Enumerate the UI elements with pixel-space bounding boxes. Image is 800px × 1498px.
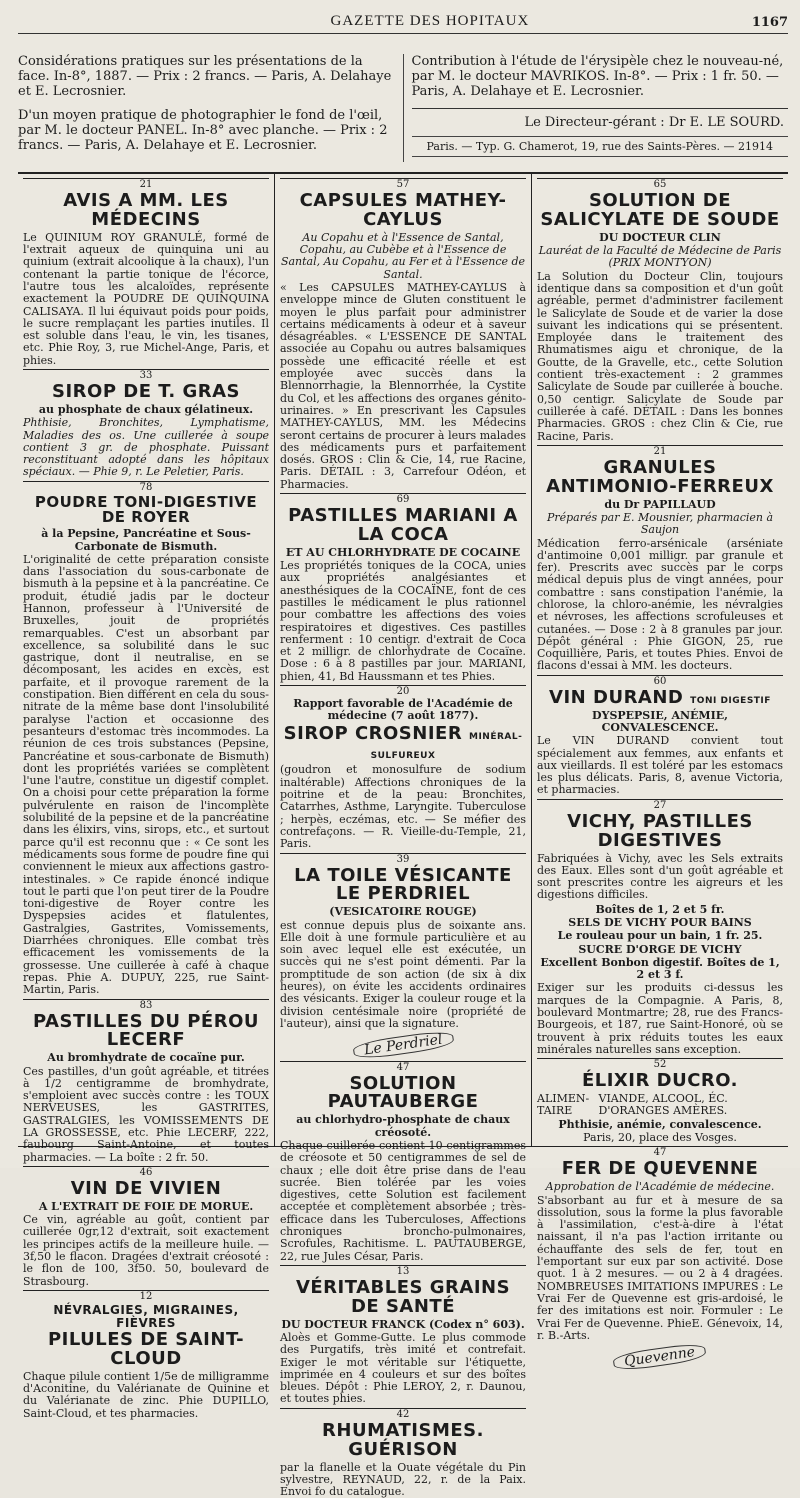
- ad-text: Chaque pilule contient 1/5e de milligramme d'Aconitine, du Valérianate de Quinine et du Valérianate de zinc. Phie DUPILLO, Saint-Cloud, et tes pharmacies.: [23, 1369, 269, 1420]
- ad-subtitle: au phosphate de chaux gélatineux.: [38, 402, 254, 416]
- ad-number: 13: [280, 1265, 526, 1277]
- ad-title: VIN DE VIVIEN: [70, 1177, 222, 1199]
- signature: Quevenne: [613, 1342, 708, 1373]
- ad-title: AVIS A MM. LES MÉDECINS: [63, 190, 229, 230]
- bibliography-section: [18, 54, 788, 162]
- ad-text: La Solution du Docteur Clin, toujours identique dans sa composition et d'un goût agréable, permet d'administrer facilement le Salicylate de Soude et de varier la dose suivant les indications qui se présentent. Employée dans le traitement des Rhumatismes aigu et chronique, de la Goutte, de la Gravelle, etc., cette Solution contient très-exactement : 2 grammes Salicylate de Soude par cuillerée à bouche. 0,50 centigr. Salicylate de Soude par cuillerée à café. DÉTAIL : Dans les bonnes Pharmacies. GROS : chez Clin & Cie, rue Racine, Paris.: [537, 269, 783, 443]
- divider: [412, 108, 789, 109]
- ad-prices: Boîtes de 1, 2 et 5 fr.: [595, 902, 725, 916]
- ad-title: VÉRITABLES GRAINS DE SANTÉ: [295, 1276, 511, 1317]
- ad-subtitle: DU DOCTEUR CLIN: [599, 230, 721, 244]
- ad-title: PASTILLES MARIANI A LA COCA: [288, 505, 518, 545]
- bibliography-right: [403, 54, 789, 162]
- ad-title: [537, 1072, 783, 1091]
- ad-subtitle: DYSPEPSIE, ANÉMIE, CONVALESCENCE.: [592, 708, 728, 734]
- ad-text: Aloès et Gomme-Gutte. Le plus commode des Purgatifs, très imité et contrefait. Exiger le mot véritable sur l'étiquette, imprimée en 4 couleurs et sur des boîtes bleues. Dépôt : Phie LEROY, 2, r. Daunou, et toutes phies.: [280, 1330, 526, 1406]
- ad-title: NÉVRALGIES, MIGRAINES, FIÈVRES: [53, 1302, 239, 1330]
- ad-title-main: VIN DURAND: [549, 686, 684, 708]
- page-title: GAZETTE DES HOPITAUX: [330, 13, 530, 29]
- page-number: 1167: [751, 15, 788, 30]
- ad-heading: Rapport favorable de l'Académie de médecine (7 août 1877).: [293, 697, 513, 723]
- ad-number: 83: [23, 999, 269, 1011]
- ad-subtitle: SUCRE D'ORGE DE VICHY: [578, 942, 742, 956]
- ad-number: 21: [23, 178, 269, 190]
- ad-text: (goudron et monosulfure de sodium inaltérable) Affections chroniques de la poitrine et de la peau: Bronchites, Catarrhes, Asthme, Laryngite. Tuberculose ; herpès, eczémas, etc. — Se méfier des contrefaçons. — R. Vieille-du-Temple, 21, Paris.: [280, 763, 526, 851]
- director-line: Le Directeur-gérant : Dr E. LE SOURD.: [524, 115, 784, 130]
- ad-subtitle: (VESICATOIRE ROUGE): [329, 905, 477, 919]
- ad-text: Les propriétés toniques de la COCA, unies aux propriétés analgésiantes et anesthésiques de la COCAÏNE, font de ces pastilles le médicament le plus rationnel pour combattre les affections des voies respiratoires et digestives. Ces pastilles renferment : 10 centigr. d'extrait de Coca et 2 milligr. de chlorhydrate de Cocaïne. Dose : 6 à 8 pastilles par jour. MARIANI, phien, 41, Bd Haussmann et tes Phies.: [280, 559, 526, 683]
- ad-address: Paris, 20, place des Vosges.: [583, 1131, 737, 1145]
- ad-title: PILULES DE SAINT-CLOUD: [47, 1329, 245, 1369]
- ad-number: 60: [537, 675, 783, 687]
- ad-title-smalls: [537, 1093, 783, 1118]
- ad-number: 39: [280, 853, 526, 865]
- printer-imprint: Paris. — Typ. G. Chamerot, 19, rue des Saints-Pères. — 21914: [412, 136, 789, 157]
- bibliography-entry: Considérations pratiques sur les présentations de la face. In-8°, 1887. — Prix : 2 francs. — Paris, A. Delahaye et E. Lecrosnier.: [18, 54, 392, 99]
- ad-subtitle: Préparés par E. Mousnier, pharmacien à Saujon: [546, 510, 774, 537]
- ad-column-3: [531, 174, 788, 1370]
- ad-subtitle: Phthisie, anémie, convalescence.: [558, 1117, 762, 1131]
- ad-column-2: [274, 174, 531, 1498]
- ad-number: 65: [537, 178, 783, 190]
- ad-title: FER DE QUEVENNE: [561, 1158, 759, 1180]
- ad-title-small: MINÉRAL-SULFUREUX: [370, 731, 523, 761]
- ad-title: RHUMATISMES. GUÉRISON: [322, 1419, 484, 1460]
- ad-subtitle: Au Copahu et à l'Essence de Santal, Copahu, au Cubèbe et à l'Essence de Santal, Au Copahu, au Fer et à l'Essence de Santal.: [280, 230, 526, 281]
- ad-number: 12: [23, 1290, 269, 1302]
- ad-prices: Excellent Bonbon digestif. Boîtes de 1, 2 et 3 f.: [540, 955, 780, 982]
- ad-text: Médication ferro-arsénicale (arséniate d'antimoine 0,001 milligr. par granule et fer). Prescrits avec succès par le corps médical depuis plus de vingt années, pour combattre : sans constipation l'anémie, la chlorose, la chloro-anémie, les névralgies et névroses, les affections scrofuleuses et cutanées. — Dose : 2 à 8 granules par jour. Dépôt général : Phie GIGON, 25, rue Coquillière, Paris, et toutes Phies. Envoi de flacons d'essai à MM. les docteurs.: [537, 536, 783, 673]
- ad-number: 47: [280, 1061, 526, 1073]
- advertisements: [18, 172, 788, 1498]
- ad-subtitle: A L'EXTRAIT DE FOIE DE MORUE.: [38, 1199, 254, 1213]
- ad-number: 57: [280, 178, 526, 190]
- ad-title: POUDRE TONI-DIGESTIVE DE ROYER: [34, 492, 258, 527]
- ad-number: 42: [280, 1408, 526, 1420]
- ad-text: Phthisie, Bronchites, Lymphatisme, Maladies des os. Une cuillerée à soupe contient 3 gr. de phosphate. Puissant reconstituant adopté dans les hôpitaux spéciaux. — Phie 9, r. Le Peletier, Paris.: [23, 416, 269, 479]
- ad-title-small: ALIMEN-TAIRE: [537, 1092, 590, 1118]
- ad-number: 47: [537, 1146, 783, 1158]
- ad-subtitle: ET AU CHLORHYDRATE DE COCAINE: [285, 545, 521, 559]
- ad-number: 52: [537, 1058, 783, 1070]
- ad-subtitle: Au bromhydrate de cocaïne pur.: [47, 1051, 245, 1065]
- ad-subtitle: Approbation de l'Académie de médecine.: [545, 1180, 775, 1194]
- ad-title: GRANULES ANTIMONIO-FERREUX: [546, 456, 774, 497]
- ad-title-small: TONI DIGESTIF: [690, 695, 771, 706]
- bibliography-left: [18, 54, 395, 162]
- ad-text: Le VIN DURAND convient tout spécialement aux femmes, aux enfants et aux vieillards. Il est toléré par les estomacs les plus délicats. Paris, 8, avenue Victoria, et pharmacies.: [537, 734, 783, 797]
- bibliography-entry: D'un moyen pratique de photographier le fond de l'œil, par M. le docteur PANEL. In-8° avec planche. — Prix : 2 francs. — Paris, A. Delahaye et E. Lecrosnier.: [18, 108, 388, 153]
- ad-title: LA TOILE VÉSICANTE LE PERDRIEL: [294, 864, 512, 905]
- ad-title: [280, 722, 526, 763]
- ad-text: « Les CAPSULES MATHEY-CAYLUS à enveloppe mince de Gluten constituent le moyen le plus parfait pour administrer certains médicaments à odeur et à saveur désagréables. « L'ESSENCE DE SANTAL associée au Copahu ou autres balsamiques possède une efficacité réelle et est employée avec succès dans la Blennorrhagie, la Blennorrhée, la Cystite du Col, et les affections des organes génito-urinaires. » En prescrivant les Capsules MATHEY-CAYLUS, MM. les Médecins seront certains de procurer à leurs malades des médicaments purs et parfaitement dosés. GROS : Clin & Cie, 14, rue Racine, Paris. DÉTAIL : 3, Carrefour Odéon, et Pharmacies.: [280, 280, 526, 491]
- ad-title: VICHY, PASTILLES DIGESTIVES: [567, 810, 753, 851]
- ad-subtitle: à la Pepsine, Pancréatine et Sous-Carbonate de Bismuth.: [41, 527, 251, 553]
- ad-text: L'originalité de cette préparation consiste dans l'association du sous-carbonate de bismuth à la pepsine et à la pancréatine. Ce produit, étudié jadis par le docteur Hannon, professeur à l'Université de Bruxelles, jouit de propriétés remarquables. C'est un absorbant par excellence, sa solubilité dans le suc gastrique, dont il neutralise, en se décomposant, les acides en excès, est parfaite, et il provoque rarement de la constipation. Bien différent en cela du sous-nitrate de la même base dont l'insolubilité paralyse l'action et occasionne des pesanteurs d'estomac très incommodes. La réunion de ces trois substances (Pepsine, Pancréatine et sous-carbonate de Bismuth) dont les propriétés variées se complètent l'une l'autre, constitue un digestif complet. On a choisi pour cette préparation la forme pulvérulente en raison de l'incomplète solubilité de la pepsine et de la pancréatine dans les élixirs, vins, sirops, etc., et surtout parce qu'il est reconnu que : « Ce sont les médicaments sous forme de poudre fine qui conviennent le mieux aux affections gastro-intestinales. » Ce rapide énoncé indique tout le parti que l'on peut tirer de la Poudre toni-digestive de Royer contre les Dyspepsies acides et flatulentes, Gastralgies, Gastrites, Vomissements, Diarrhées chroniques. Elle combat très efficacement les vomissements de la grossesse. Une cuillerée à café à chaque repas. Phie A. DUPUY, 225, rue Saint-Martin, Paris.: [23, 552, 269, 997]
- ad-column-1: [18, 174, 274, 1420]
- ad-prices: Le rouleau pour un bain, 1 fr. 25.: [557, 929, 763, 943]
- ad-subtitle: du Dr PAPILLAUD: [604, 497, 716, 511]
- ad-subtitle: Lauréat de la Faculté de Médecine de Paris (PRIX MONTYON): [538, 244, 782, 270]
- ad-title-main: ÉLIXIR DUCRO.: [581, 1070, 739, 1092]
- ad-title-small: VIANDE, ALCOOL, ÉC. D'ORANGES AMÈRES.: [598, 1092, 728, 1118]
- ad-number: 33: [23, 369, 269, 381]
- ad-subtitle: SELS DE VICHY POUR BAINS: [568, 916, 752, 929]
- ad-number: 20: [280, 685, 526, 697]
- running-header: [18, 6, 788, 34]
- ad-subtitle: au chlorhydro-phosphate de chaux créosoté.: [296, 1113, 510, 1139]
- bibliography-entry: Contribution à l'étude de l'érysipèle chez le nouveau-né, par M. le docteur MAVRIKOS. In-8°. — Prix : 1 fr. 50. — Paris, A. Delahaye et E. Lecrosnier.: [411, 54, 784, 99]
- ad-number: 21: [537, 445, 783, 457]
- ad-title: SIROP DE T. GRAS: [52, 381, 240, 403]
- ad-title: SOLUTION DE SALICYLATE DE SOUDE: [540, 190, 780, 230]
- ad-text: Le QUINIUM ROY GRANULÉ, formé de l'extrait aqueux de quinquina uni au quinium (extrait alcoolique à la chaux), l'un contenant la partie tonique de l'écorce, l'autre tous les alcaloïdes, représente exactement la POUDRE DE QUINQUINA CALISAYA. Il lui équivaut poids pour poids, le sucre remplaçant les parties inutiles. Il est soluble dans l'eau, le vin, les tisanes, etc. Phie Roy, 3, rue Michel-Ange, Paris, et phies.: [23, 230, 269, 367]
- ad-number: 69: [280, 493, 526, 505]
- ad-title-main: SIROP CROSNIER: [283, 722, 463, 744]
- ad-text: Chaque cuillerée contient 10 centigrammes de créosote et 50 centigrammes de sel de chaux ; elle doit être prise dans de l'eau sucrée. Bien tolérée par les voies digestives, cette Solution est facilement acceptée et complètement absorbée ; très-efficace dans les Tuberculoses, Affections chroniques broncho-pulmonaires, Scrofules, Rachitisme. L. PAUTAUBERGE, 22, rue Jules César, Paris.: [280, 1138, 526, 1263]
- ad-text: par la flanelle et la Ouate végétale du Pin sylvestre, REYNAUD, 22, r. de la Paix. Envoi fo du catalogue.: [280, 1460, 526, 1498]
- ad-text: est connue depuis plus de soixante ans. Elle doit à une formule particulière et au soin avec lequel elle est exécutée, un succès qui ne s'est point démenti. Par la promptitude de son action (de six à dix heures), on évite les accidents ordinaires des vésicants. Exiger la couleur rouge et la division centésimale noire (propriété de l'auteur), ainsi que la signature.: [280, 918, 526, 1030]
- ad-title: [537, 686, 783, 708]
- ad-text: S'absorbant au fur et à mesure de sa dissolution, sous la forme la plus favorable à l'assimilation, c'est-à-dire à l'état naissant, il n'a pas l'action irritante ou échauffante des sels de fer, tout en l'emportant sur eux par son activité. Dose quot. 1 à 2 mesures. — ou 2 à 4 dragées. NOMBREUSES IMITATIONS IMPURES : Le Vrai Fer de Quevenne est gris-ardoisé, le fer des imitations est noir. Formuler : Le Vrai Fer de Quevenne. PhieE. Génevoix, 14, r. B.-Arts.: [537, 1193, 784, 1342]
- signature: Le Perdriel: [352, 1029, 454, 1061]
- ad-number: 46: [23, 1166, 269, 1178]
- ad-text: Fabriquées à Vichy, avec les Sels extraits des Eaux. Elles sont d'un goût agréable et sont prescrites contre les aigreurs et les digestions difficiles.: [537, 851, 783, 902]
- ad-title: SOLUTION PAUTAUBERGE: [327, 1072, 479, 1113]
- ad-text: Ces pastilles, d'un goût agréable, et titrées à 1/2 centigramme de bromhydrate, s'emploient avec succès contre : les TOUX NERVEUSES, les GASTRITES, GASTRALGIES, les VOMISSEMENTS DE LA GROSSESSE, etc. Phie LECERF, 222, faubourg Saint-Antoine, et toutes pharmacies. — La boîte : 2 fr. 50.: [23, 1064, 269, 1164]
- ad-number: 78: [23, 481, 269, 493]
- ad-title: PASTILLES DU PÉROU LECERF: [33, 1010, 259, 1051]
- ad-subtitle: DU DOCTEUR FRANCK (Codex n° 603).: [281, 1317, 525, 1331]
- ad-title: CAPSULES MATHEY-CAYLUS: [299, 190, 507, 230]
- ad-text: Ce vin, agréable au goût, contient par cuillerée 0gr,12 d'extrait, soit exactement les principes actifs de la meilleure huile. — 3f,50 le flacon. Dragées d'extrait créosoté : le flon de 100, 3f50. 50, boulevard de Strasbourg.: [23, 1213, 269, 1288]
- ad-text: Exiger sur les produits ci-dessus les marques de la Compagnie. A Paris, 8, boulevard Montmartre; 28, rue des Francs-Bourgeois, et 187, rue Saint-Honoré, où se trouvent à prix réduits toutes les eaux minérales naturelles sans exception.: [537, 981, 783, 1056]
- ad-number: 27: [537, 799, 783, 811]
